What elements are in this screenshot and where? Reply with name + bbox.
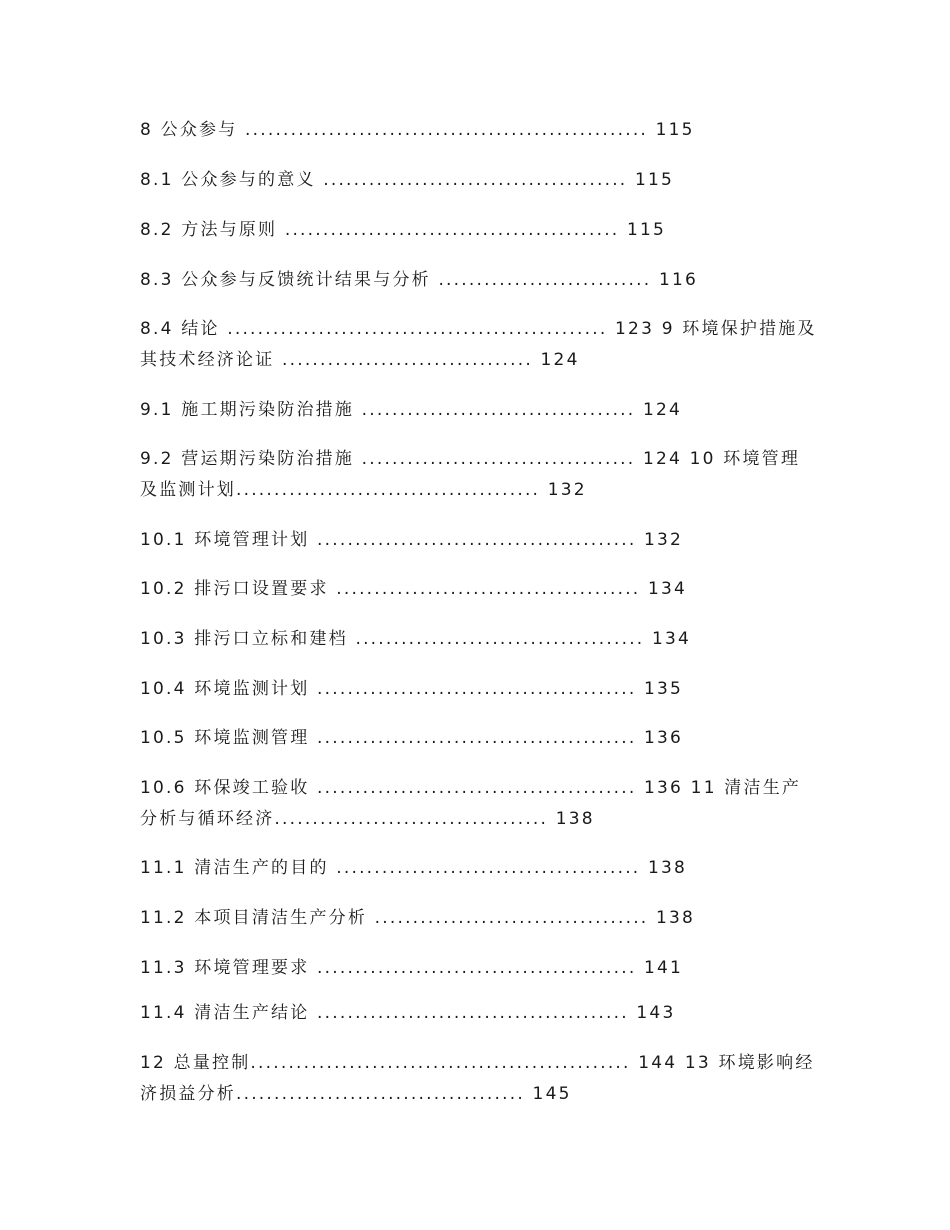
toc-entry-13-cont: 济损益分析...................................... 145 [140, 1084, 572, 1104]
toc-entry-11-cont: 分析与循环经济.................................... 138 [140, 809, 595, 829]
toc-entry-10-3: 10.3 排污口立标和建档 ...................................... 134 [140, 629, 692, 649]
toc-entry-10-5: 10.5 环境监测管理 .......................................... 136 [140, 728, 684, 748]
toc-entry-8-3: 8.3 公众参与反馈统计结果与分析 ............................ 116 [140, 270, 699, 290]
toc-entry-11-4: 11.4 清洁生产结论 ......................................... 143 [140, 1003, 676, 1023]
toc-entry-11-2: 11.2 本项目清洁生产分析 .................................... 138 [140, 908, 696, 928]
toc-entry-10-4: 10.4 环境监测计划 .......................................... 135 [140, 679, 684, 699]
toc-entry-10-1: 10.1 环境管理计划 .......................................... 132 [140, 530, 684, 550]
toc-entry-8-2: 8.2 方法与原则 ............................................ 115 [140, 220, 667, 240]
toc-entry-9-1: 9.1 施工期污染防治措施 .................................... 124 [140, 400, 683, 420]
toc-entry-10-cont: 及监测计划........................................ 132 [140, 480, 587, 500]
toc-entry-9-2: 9.2 营运期污染防治措施 .................................... 124 10 环境管理 [140, 449, 801, 469]
toc-entry-8: 8 公众参与 ..................................................... 115 [140, 120, 695, 140]
toc-entry-10-2: 10.2 排污口设置要求 ........................................ 134 [140, 579, 688, 599]
toc-entry-9-cont: 其技术经济论证 ................................. 124 [140, 350, 580, 370]
toc-entry-12: 12 总量控制.................................................. 144 13 环境影响经 [140, 1053, 815, 1073]
toc-entry-8-1: 8.1 公众参与的意义 ........................................ 115 [140, 170, 675, 190]
toc-entry-11-1: 11.1 清洁生产的目的 ........................................ 138 [140, 858, 688, 878]
toc-entry-8-4: 8.4 结论 .................................................. 123 9 环境保护措施及 [140, 319, 817, 339]
toc-entry-11-3: 11.3 环境管理要求 .......................................... 141 [140, 958, 684, 978]
toc-entry-10-6: 10.6 环保竣工验收 .......................................... 136 11 清洁生产 [140, 778, 802, 798]
